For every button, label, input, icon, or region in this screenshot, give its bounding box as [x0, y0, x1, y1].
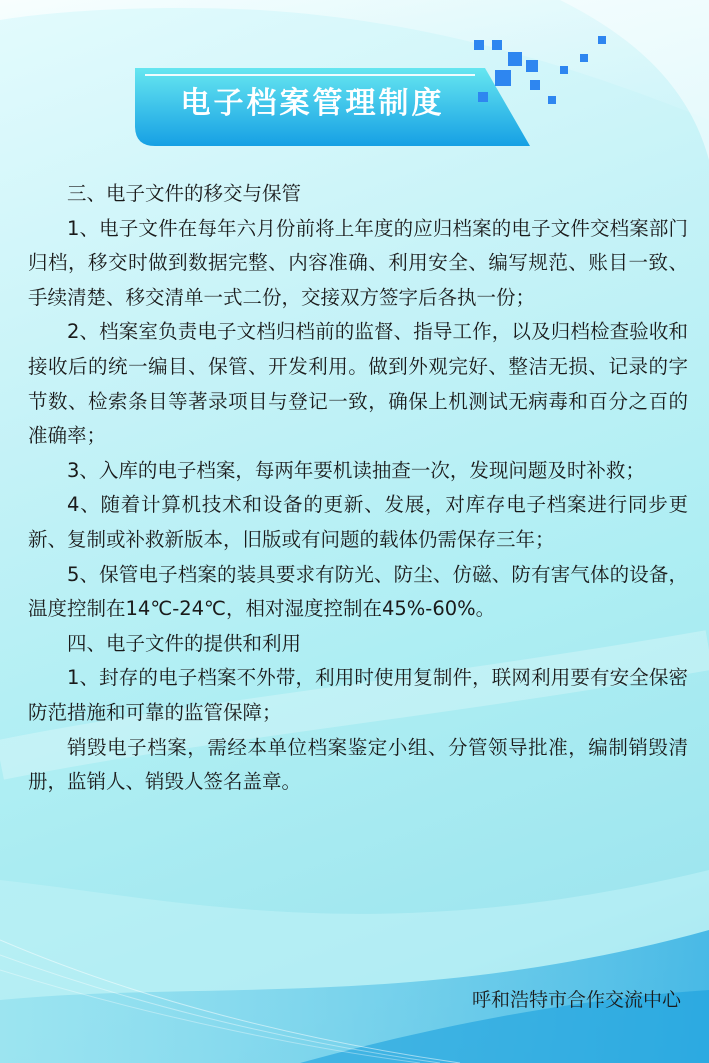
paragraph: 2、档案室负责电子文档归档前的监督、指导工作，以及归档检查验收和接收后的统一编目、保管、开发利用。做到外观完好、整洁无损、记录的字节数、检索条目等著录项目与登记一致，确保上机测试无病毒和百分之百的准确率；: [28, 320, 688, 448]
page-title: 电子档案管理制度: [180, 86, 445, 121]
paragraph: 3、入库的电子档案，每两年要机读抽查一次，发现问题及时补救；: [67, 458, 645, 482]
paragraph: 4、随着计算机技术和设备的更新、发展，对库存电子档案进行同步更新、复制或补救新版本，旧版或有问题的载体仍需保存三年；: [28, 493, 688, 551]
paragraph: 5、保管电子档案的装具要求有防光、防尘、仿磁、防有害气体的设备，温度控制在14℃-24℃，相对湿度控制在45%-60%。: [28, 562, 688, 621]
document-body: [28, 177, 688, 800]
paragraph: 1、封存的电子档案不外带，利用时使用复制件，联网利用要有安全保密防范措施和可靠的监管保障；: [28, 666, 688, 724]
section-heading: 四、电子文件的提供和利用: [67, 631, 302, 655]
section-heading: 三、电子文件的移交与保管: [67, 182, 302, 205]
organization-name: 呼和浩特市合作交流中心: [471, 989, 681, 1011]
paragraph: 销毁电子档案，需经本单位档案鉴定小组、分管领导批准，编制销毁清册，监销人、销毁人签名盖章。: [28, 735, 688, 794]
paragraph: 1、电子文件在每年六月份前将上年度的应归档案的电子文件交档案部门归档，移交时做到数据完整、内容准确、利用安全、编写规范、账目一致、手续清楚、移交清单一式二份，交接双方签字后各执一份；: [28, 216, 688, 309]
